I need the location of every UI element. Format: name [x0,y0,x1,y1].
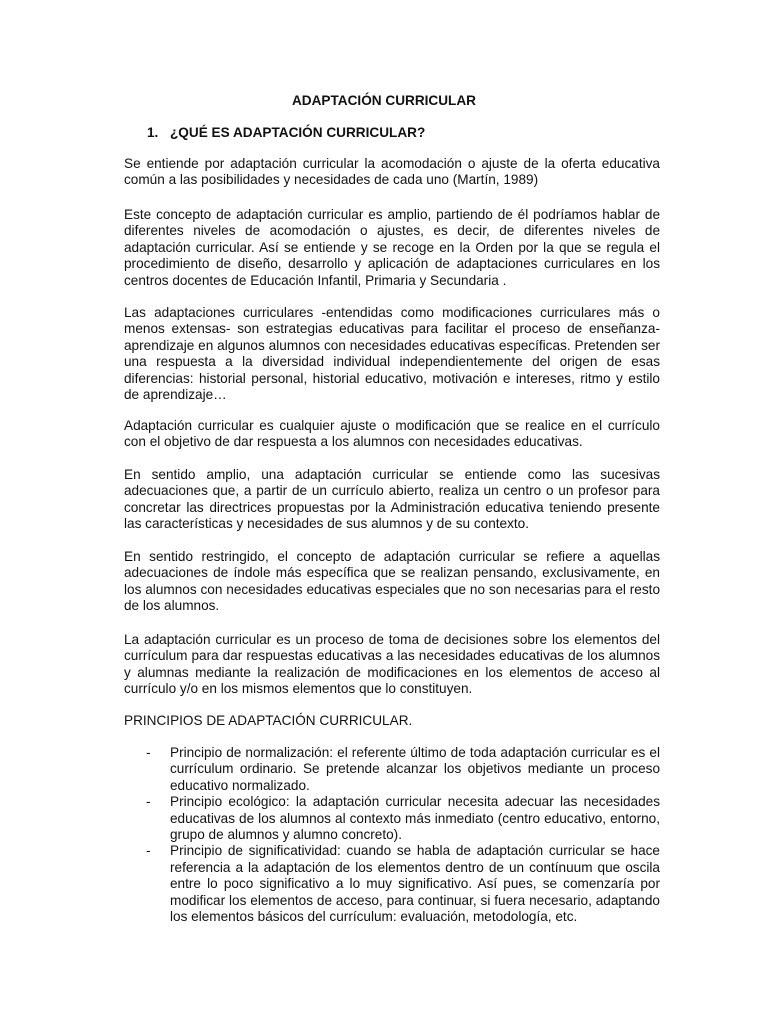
principles-list [124,745,660,925]
paragraph-concept: Este concepto de adaptación curricular es amplio, partiendo de él podríamos hablar de diferentes niveles de acomodación o ajustes, es decir, de diferentes niveles de adaptación curricular. Así se entiende y se recoge en la Orden por la que se regula el procedimiento de diseño, desarrollo y aplicación de adaptaciones curriculares en los centros docentes de Educación Infantil, Primaria y Secundaria . [124,207,660,288]
section-heading [147,125,425,141]
list-item [124,794,660,843]
paragraph-narrow-sense: En sentido restringido, el concepto de adaptación curricular se refiere a aquellas adecuaciones de índole más específica que se realizan pensando, exclusivamente, en los alumnos con necesidades educativas especiales que no son necesarias para el resto de los alumnos. [124,549,660,614]
principle-normalization: Principio de normalización: el referente último de toda adaptación curricular es el currículum ordinario. Se pretende alcanzar los objetivos mediante un proceso educativo normalizado. [170,745,660,793]
paragraph-adaptations: Las adaptaciones curriculares -entendidas como modificaciones curriculares más o menos extensas- son estrategias educativas para facilitar el proceso de enseñanza-aprendizaje en algunos alumnos con necesidades educativas específicas. Pretenden ser una respuesta a la diversidad individual independientemente del origen de esas diferencias: historial personal, historial educativo, motivación e intereses, ritmo y estilo de aprendizaje… [124,305,660,403]
paragraph-any-adjustment: Adaptación curricular es cualquier ajuste o modificación que se realice en el currículo con el objetivo de dar respuesta a los alumnos con necesidades educativas. [124,418,660,450]
principles-heading: PRINCIPIOS DE ADAPTACIÓN CURRICULAR. [124,713,413,728]
principle-significance: Principio de significatividad: cuando se habla de adaptación curricular se hace referencia a la adaptación de los elementos dentro de un contínuum que oscila entre lo poco significativo a lo muy significativo. Así pues, se comenzaría por modificar los elementos de acceso, para continuar, si fuera necesario, adaptando los elementos básicos del currículum: evaluación, metodología, etc. [170,843,660,925]
paragraph-process: La adaptación curricular es un proceso de toma de decisiones sobre los elementos del currículum para dar respuestas educativas a las necesidades educativas de los alumnos y alumnas mediante la realización de modificaciones en los elementos de acceso al currículo y/o en los mismos elementos que lo constituyen. [124,632,660,697]
list-item [124,843,660,925]
paragraph-definition: Se entiende por adaptación curricular la acomodación o ajuste de la oferta educativa común a las posibilidades y necesidades de cada uno (Martín, 1989) [124,156,660,188]
bullet-marker: - [146,794,151,810]
bullet-marker: - [146,745,151,760]
document-title: ADAPTACIÓN CURRICULAR [291,93,476,108]
section-number: 1. [147,125,159,140]
principle-ecological: Principio ecológico: la adaptación curricular necesita adecuar las necesidades educativas de los alumnos al contexto más inmediato (centro educativo, entorno, grupo de alumnos y alumno concreto). [170,794,660,843]
paragraph-broad-sense: En sentido amplio, una adaptación curricular se entiende como las sucesivas adecuaciones que, a partir de un currículo abierto, realiza un centro o un profesor para concretar las directrices propuestas por la Administración educativa teniendo presente las características y necesidades de sus alumnos y de su contexto. [124,467,660,532]
bullet-marker: - [146,843,151,859]
section-title: ¿QUÉ ES ADAPTACIÓN CURRICULAR? [170,125,426,140]
list-item [124,745,660,794]
